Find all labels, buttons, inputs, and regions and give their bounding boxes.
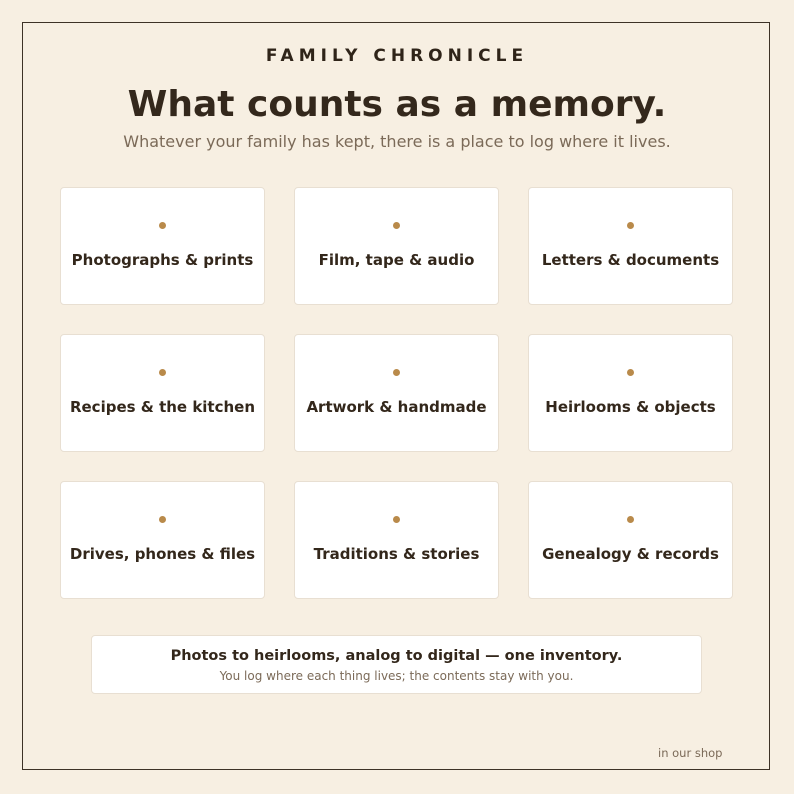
category-label: Letters & documents: [541, 251, 720, 269]
page-subline: Whatever your family has kept, there is a place to log where it lives.: [123, 132, 671, 151]
category-label: Film, tape & audio: [318, 251, 475, 269]
category-card-heirlooms: [528, 334, 733, 452]
brand-title: FAMILY CHRONICLE: [265, 46, 529, 66]
category-label: Photographs & prints: [71, 251, 254, 269]
category-card-recipes: [60, 334, 265, 452]
dot-icon: [159, 222, 166, 229]
dot-icon: [393, 222, 400, 229]
dot-icon: [159, 369, 166, 376]
page-headline: What counts as a memory.: [127, 84, 667, 125]
summary-title: Photos to heirlooms, analog to digital — one inventory.: [170, 648, 623, 664]
category-label: Artwork & handmade: [306, 398, 487, 416]
category-card-drives: [60, 481, 265, 599]
dot-icon: [393, 516, 400, 523]
category-card-letters: [528, 187, 733, 305]
dot-icon: [627, 516, 634, 523]
category-label: Genealogy & records: [542, 545, 719, 563]
category-label: Traditions & stories: [313, 545, 480, 563]
category-label: Drives, phones & files: [69, 545, 256, 563]
summary-box: [91, 635, 702, 694]
category-label: Heirlooms & objects: [545, 398, 716, 416]
dot-icon: [393, 369, 400, 376]
shop-link[interactable]: in our shop: [658, 746, 723, 760]
category-label: Recipes & the kitchen: [69, 398, 256, 416]
dot-icon: [627, 222, 634, 229]
summary-subtitle: You log where each thing lives; the contents stay with you.: [219, 669, 574, 683]
category-card-film: [294, 187, 499, 305]
category-card-traditions: [294, 481, 499, 599]
dot-icon: [159, 516, 166, 523]
category-card-genealogy: [528, 481, 733, 599]
dot-icon: [627, 369, 634, 376]
category-card-artwork: [294, 334, 499, 452]
category-card-photographs: [60, 187, 265, 305]
